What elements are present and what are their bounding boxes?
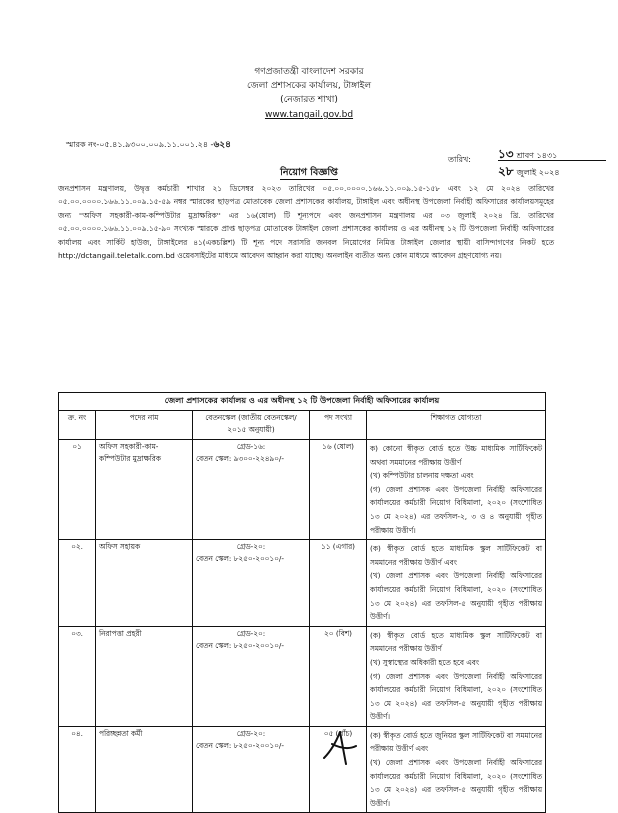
qual-line: ক) কোনো স্বীকৃত বোর্ড হতে উচ্চ মাধ্যমিক সার্টিফিকেট অথবা সমমানের পরীক্ষায় উত্তীর্ণ [370,444,542,467]
govt-name: গণপ্রজাতন্ত্রী বাংলাদেশ সরকার [254,67,364,77]
row-serial: ০৪. [59,726,96,813]
row-grade: গ্রেড-১৬: [236,442,266,451]
date-divider [498,160,606,161]
row-count: ১১ (এগার) [310,540,367,627]
row-serial: ০১ [59,440,96,540]
row-qualification [367,540,546,627]
qual-line: (খ) কম্পিউটার চালনায় দক্ষতা এবং [370,471,474,481]
row-serial: ০৩. [59,626,96,726]
row-qualification [367,440,546,540]
signature-mark [310,712,370,772]
row-post: নিরাপত্তা প্রহরী [96,626,193,726]
col-header-post: পদের নাম [96,411,193,440]
row-scale: বেতন স্কেল: ৮২৫০-২০০১০/- [196,740,284,750]
memo-prefix: স্মারক নং-০৫.৪১.৯৩০০.০০৯.১১.০০১.২৪ - [66,140,214,149]
row-post: অফিস সহকারী-কাম-কম্পিউটার মুদ্রাক্ষরিক [96,440,193,540]
col-header-vacancies: পদ সংখ্যা [310,411,367,440]
row-serial: ০২. [59,540,96,627]
col-header-qualification: শিক্ষাগত যোগ্যতা [367,411,546,440]
section-name: (নেজারত শাখা) [280,95,338,105]
row-grade: গ্রেড-২০: [236,728,266,738]
row-scale: বেতন স্কেল: ৮২৫০-২০০১০/- [196,640,284,650]
english-month-year: জুলাই ২০২৪ [516,168,560,177]
bangla-day: ১৩ [498,147,514,161]
office-name: জেলা প্রশাসকের কার্যালয়, টাঙ্গাইল [246,81,372,91]
row-pay [193,626,310,726]
row-scale: বেতন স্কেল: ৮২৫০-২০০১০/- [196,554,284,564]
qual-line: (খ) জেলা প্রশাসক এবং উপজেলা নির্বাহী অফিসারের কার্যালয়ের কর্মচারী নিয়োগ বিধিমালা, ২০২০ (সংশোধিত ১৩ মে ২০২৪) এর তফসিল-৫ অনুযায়ী গৃহীত পরীক্ষায় উত্তীর্ণ। [370,571,542,622]
memo-serial: ৬২৪ [213,140,231,150]
row-pay [193,440,310,540]
qual-line: (খ) সুস্বাস্থ্যের অধিকারী হতে হবে এবং [370,657,479,667]
col-header-pay-scale: বেতনস্কেল (জাতীয় বেতনস্কেল/২০১৫ অনুযায়ী) [193,411,310,440]
notice-body: জনপ্রশাসন মন্ত্রণালয়, উদ্বৃত্ত কর্মচারী শাখার ২১ ডিসেম্বর ২০২৩ তারিখের ০৫.০০.০০০০.১৬৬.১১.০০৯.১৫-১৫৮ এবং ১২ মে ২০২৪ তারিখের ০৫.০০.০০০০.১৬৬.১১.০০৯.১৫-৫৯ নম্বর স্মারকের ছাড়পত্র মোতাবেক জেলা প্রশাসকের কার্যালয়, টাঙ্গাইল এবং অধীনস্থ উপজেলা নির্বাহী অফিসারের কার্যালয়সমূহের জন্য ''অফিস সহকারী-কাম-কম্পিউটার মুদ্রাক্ষরিক'' এর ১৬(ষোল) টি শূন্যপদে এবং জনপ্রশাসন মন্ত্রণালয় এর ০৩ জুলাই ২০২৪ খ্রি. তারিখের ০৫.০০.০০০০.১৬৬.১১.০০৯.১৫-৯০ সংখ্যক স্মারকে প্রাপ্ত ছাড়পত্র মোতাবেক টাঙ্গাইল জেলা প্রশাসকের কার্যালয় ও এর অধীনস্থ ১২ টি উপজেলা নির্বাহী অফিসারের কার্যালয় এবং সার্কিট হাউজ, টাঙ্গাইলের ৪১(একচল্লিশ) টি শূন্য পদে সরাসরি জনবল নিয়োগের নিমিত্ত টাঙ্গাইল জেলার স্থায়ী বাসিন্দাগণের নিকট হতে http://dctangail.teletalk.com.bd ওয়েবসাইটের মাধ্যমে আবেদন আহ্বান করা যাচ্ছে। অনলাইন ব্যতীত অন্য কোন মাধ্যমে আবেদন গ্রহণযোগ্য নয়। [58,184,554,261]
table-caption: জেলা প্রশাসকের কার্যালয় ও এর অধীনস্থ ১২ টি উপজেলা নির্বাহী অফিসারের কার্যালয় [59,393,546,411]
row-grade: গ্রেড-২০: [236,542,266,552]
notice-title: নিয়োগ বিজ্ঞপ্তি [280,167,338,178]
table-row [59,440,546,540]
qual-line: (গ) জেলা প্রশাসক এবং উপজেলা নির্বাহী অফিসারের কার্যালয়ের কর্মচারী নিয়োগ বিধিমালা, ২০২০ (সংশোধিত ১৩ মে ২০২৪) এর তফসিল-৫ অনুযায়ী গৃহীত পরীক্ষায় উত্তীর্ণ। [370,671,542,722]
row-qualification [367,626,546,726]
row-pay [193,540,310,627]
row-count: ১৬ (ষোল) [310,440,367,540]
row-post: পরিচ্ছন্নতা কর্মী [96,726,193,813]
table-header-row [59,411,546,440]
row-post: অফিস সহায়ক [96,540,193,627]
english-day: ২৮ [498,164,514,178]
table-caption-row [59,393,546,411]
date-label: তারিখ: [448,155,471,164]
table-row [59,540,546,627]
vacancy-table [58,392,546,813]
qual-line: (গ) জেলা প্রশাসক এবং উপজেলা নির্বাহী অফিসারের কার্যালয়ের কর্মচারী নিয়োগ বিধিমালা, ২০২০ (সংশোধিত ১৩ মে ২০২৪) এর তফসিল-২, ৩ ও ৪ অনুযায়ী গৃহীত পরীক্ষায় উত্তীর্ণ। [370,484,542,535]
qual-line: (ক) স্বীকৃত বোর্ড হতে মাধ্যমিক স্কুল সার্টিফিকেট বা সমমানের পরীক্ষায় উত্তীর্ণ [370,630,542,654]
qual-line: (ক) স্বীকৃত বোর্ড হতে মাধ্যমিক স্কুল সার্টিফিকেট বা সমমানের পরীক্ষায় উত্তীর্ণ এবং [370,544,542,567]
website-link[interactable]: www.tangail.gov.bd [264,110,354,120]
qual-line: (ক) স্বীকৃত বোর্ড হতে জুনিয়র স্কুল সার্টিফিকেট বা সমমানের পরীক্ষায় উত্তীর্ণ এবং [370,730,542,754]
row-count: ০৫ (পাঁচ) [310,726,367,813]
memo-number [66,137,231,152]
row-scale: বেতন স্কেল: ৯৩০০-২২৪৯০/- [196,454,284,463]
table-row [59,626,546,726]
row-grade: গ্রেড-২০: [236,628,266,638]
row-count: ২০ (বিশ) [310,626,367,726]
col-header-serial: ক্র. নং [59,411,96,440]
bangla-month-year: শ্রাবণ ১৪৩১ [516,151,558,160]
qual-line: (খ) জেলা প্রশাসক এবং উপজেলা নির্বাহী অফিসারের কার্যালয়ের কর্মচারী নিয়োগ বিধিমালা, ২০২০ (সংশোধিত ১৩ মে ২০২৪) এর তফসিল-৫ অনুযায়ী গৃহীত পরীক্ষায় উত্তীর্ণ। [370,758,542,808]
